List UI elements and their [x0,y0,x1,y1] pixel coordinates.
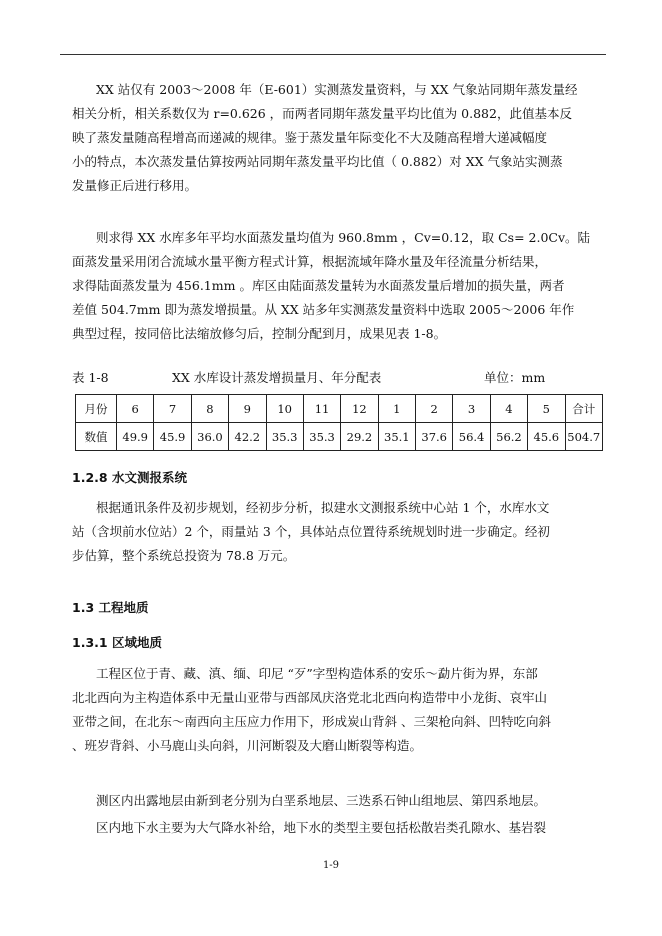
row-header-value: 数值 [76,423,117,451]
month-cell: 10 [266,395,303,423]
month-cell: 7 [154,395,191,423]
value-cell: 42.2 [229,423,266,451]
text-line: 典型过程，按同倍比法缩放修匀后，控制分配到月，成果见表 1-8。 [72,326,447,341]
paragraph-strata [72,789,602,813]
paragraph-telemetry-system [72,496,602,568]
paragraph-groundwater [72,816,602,840]
value-cell: 36.0 [191,423,228,451]
value-cell: 35.1 [378,423,415,451]
value-cell: 29.2 [341,423,378,451]
month-cell: 9 [229,395,266,423]
value-cell: 56.2 [490,423,527,451]
table-row-months [76,395,603,423]
month-cell: 2 [416,395,453,423]
text-line: XX 站仅有 2003～2008 年（E-601）实测蒸发量资料，与 XX 气象站同期年蒸发量经 [96,82,578,97]
text-line: 、班岁背斜、小马鹿山头向斜，川河断裂及大磨山断裂等构造。 [72,738,423,753]
total-value-cell: 504.7 [565,423,603,451]
value-cell: 35.3 [266,423,303,451]
total-header-cell: 合计 [565,395,603,423]
text-line: 亚带之间，在北东～南西向主压应力作用下，形成炭山背斜 、三架枪向斜、凹特吃向斜 [72,714,551,729]
text-line: 根据通讯条件及初步规划，经初步分析，拟建水文测报系统中心站 1 个，水库水文 [96,500,550,515]
table-unit: 单位：mm [484,370,546,385]
text-line: 工程区位于青、藏、滇、缅、印尼 “歹”字型构造体系的安乐～勐片街为界，东部 [96,666,538,681]
month-cell: 3 [453,395,490,423]
text-line: 小的特点，本次蒸发量估算按两站同期年蒸发量平均比值（ 0.882）对 XX 气象站实测蒸 [72,154,563,169]
section-heading-regional-geology: 1.3.1 区域地质 [72,635,162,650]
value-cell: 45.9 [154,423,191,451]
evaporation-distribution-table [75,394,603,451]
text-line: 站（含坝前水位站）2 个，雨量站 3 个，具体站点位置待系统规划时进一步确定。经初 [72,524,550,539]
month-cell: 8 [191,395,228,423]
text-line: 相关分析，相关系数仅为 r=0.626 ，而两者同期年蒸发量平均比值为 0.882，此值基本反 [72,106,572,121]
text-line: 区内地下水主要为大气降水补给，地下水的类型主要包括松散岩类孔隙水、基岩裂 [96,820,547,835]
text-line: 求得陆面蒸发量为 456.1mm 。库区由陆面蒸发量转为水面蒸发量后增加的损失量，两者 [72,278,565,293]
month-cell: 12 [341,395,378,423]
text-line: 则求得 XX 水库多年平均水面蒸发量均值为 960.8mm ，Cv=0.12，取 Cs= 2.0Cv。陆 [96,230,591,245]
page-number: 1-9 [322,860,340,871]
table-caption [72,368,602,388]
month-cell: 1 [378,395,415,423]
section-heading-engineering-geology: 1.3 工程地质 [72,600,149,615]
text-line: 差值 504.7mm 即为蒸发增损量。从 XX 站多年实测蒸发量资料中选取 2005～2006 年作 [72,302,575,317]
header-rule [60,54,606,55]
month-cell: 5 [528,395,565,423]
paragraph-evaporation-correlation [72,78,602,198]
text-line: 北北西向为主构造体系中无量山亚带与西部凤庆洛党北北西向构造带中小龙街、哀牢山 [72,690,548,705]
month-cell: 6 [117,395,154,423]
paragraph-evaporation-loss [72,226,602,346]
table-title: XX 水库设计蒸发增损量月、年分配表 [172,370,382,385]
row-header-month: 月份 [76,395,117,423]
month-cell: 11 [303,395,340,423]
text-line: 面蒸发量采用闭合流域水量平衡方程式计算，根据流域年降水量及年径流量分析结果， [72,254,548,269]
value-cell: 49.9 [117,423,154,451]
section-heading-hydrologic-telemetry: 1.2.8 水文测报系统 [72,470,187,485]
text-line: 发量修正后进行移用。 [72,178,198,193]
text-line: 映了蒸发量随高程增高而递减的规律。鉴于蒸发量年际变化不大及随高程增大递减幅度 [72,130,548,145]
text-line: 步估算，整个系统总投资为 78.8 万元。 [72,548,296,563]
month-cell: 4 [490,395,527,423]
table-row-values [76,423,603,451]
value-cell: 37.6 [416,423,453,451]
text-line: 测区内出露地层由新到老分别为白垩系地层、三迭系石钟山组地层、第四系地层。 [96,793,547,808]
value-cell: 35.3 [303,423,340,451]
table-number: 表 1-8 [72,370,109,385]
value-cell: 45.6 [528,423,565,451]
value-cell: 56.4 [453,423,490,451]
paragraph-regional-structure [72,662,602,758]
